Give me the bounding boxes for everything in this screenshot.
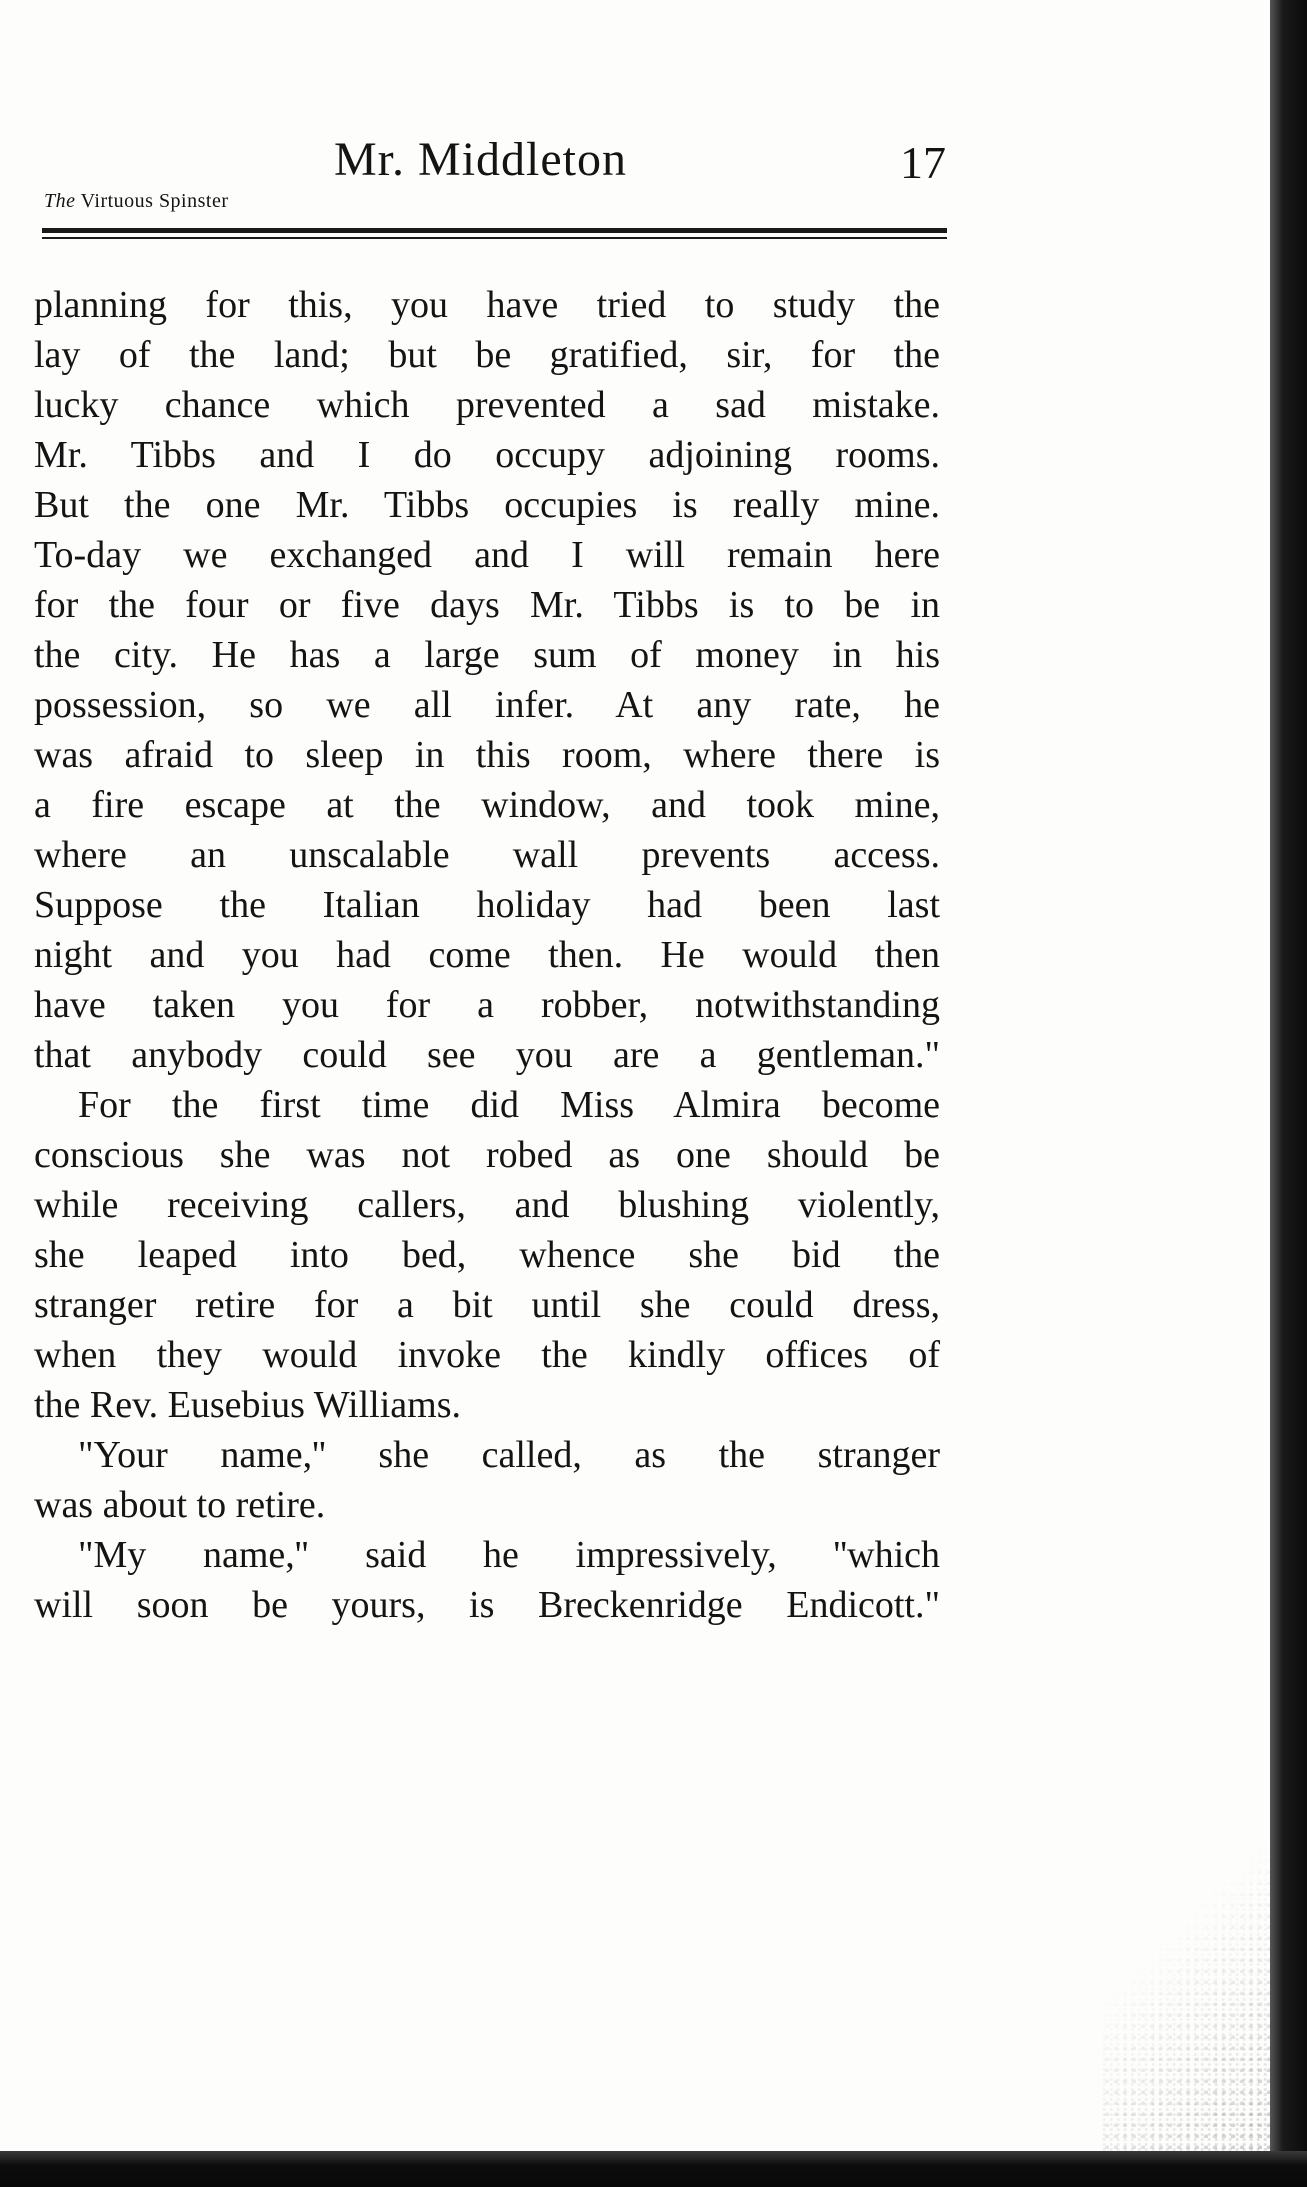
page-number: 17	[900, 137, 946, 188]
text-line: the Rev. Eusebius Williams.	[34, 1384, 461, 1426]
text-line: have taken you for a robber, notwithstanding	[34, 984, 940, 1026]
header-rule-thick	[42, 228, 947, 233]
text-line: Mr. Tibbs and I do occupy adjoining rooms.	[34, 434, 940, 476]
text-line: lucky chance which prevented a sad mistake.	[34, 384, 940, 426]
text-line: where an unscalable wall prevents access.	[34, 834, 940, 876]
scan-edge-bottom	[0, 2151, 1307, 2187]
text-line: For the first time did Miss Almira become	[78, 1084, 940, 1126]
text-line: will soon be yours, is Breckenridge Endicott."	[34, 1584, 940, 1626]
body-text	[34, 280, 940, 1630]
text-line: the city. He has a large sum of money in his	[34, 634, 940, 676]
header-rule-thin	[42, 237, 947, 239]
text-line: "Your name,'' she called, as the stranger	[78, 1434, 940, 1476]
text-line: possession, so we all infer. At any rate, he	[34, 684, 940, 726]
text-line: while receiving callers, and blushing violently,	[34, 1184, 940, 1226]
text-line: But the one Mr. Tibbs occupies is really mine.	[34, 484, 940, 526]
book-title-rest: Virtuous Spinster	[75, 190, 229, 212]
text-line: lay of the land; but be gratified, sir, for the	[34, 334, 940, 376]
text-line: "My name,'' said he impressively, ''which	[78, 1534, 940, 1576]
text-line: was afraid to sleep in this room, where there is	[34, 734, 940, 776]
running-head	[34, 132, 946, 212]
text-line: stranger retire for a bit until she could dress,	[34, 1284, 940, 1326]
page-corner-scan-noise	[1100, 1731, 1270, 2151]
book-title	[44, 190, 229, 213]
text-line: she leaped into bed, whence she bid the	[34, 1234, 940, 1276]
text-line: To-day we exchanged and I will remain here	[34, 534, 940, 576]
text-line: Suppose the Italian holiday had been last	[34, 884, 940, 926]
text-line: when they would invoke the kindly offices of	[34, 1334, 940, 1376]
text-line: conscious she was not robed as one should be	[34, 1134, 940, 1176]
text-line: for the four or five days Mr. Tibbs is to be in	[34, 584, 940, 626]
scan-edge-right	[1270, 0, 1307, 2187]
chapter-title: Mr. Middleton	[334, 133, 628, 186]
text-line: a fire escape at the window, and took mine,	[34, 784, 940, 826]
text-line: night and you had come then. He would then	[34, 934, 940, 976]
text-line: planning for this, you have tried to study the	[34, 284, 940, 326]
book-title-prefix: The	[44, 190, 76, 212]
text-line: was about to retire.	[34, 1484, 326, 1526]
text-line: that anybody could see you are a gentleman."	[34, 1034, 940, 1076]
